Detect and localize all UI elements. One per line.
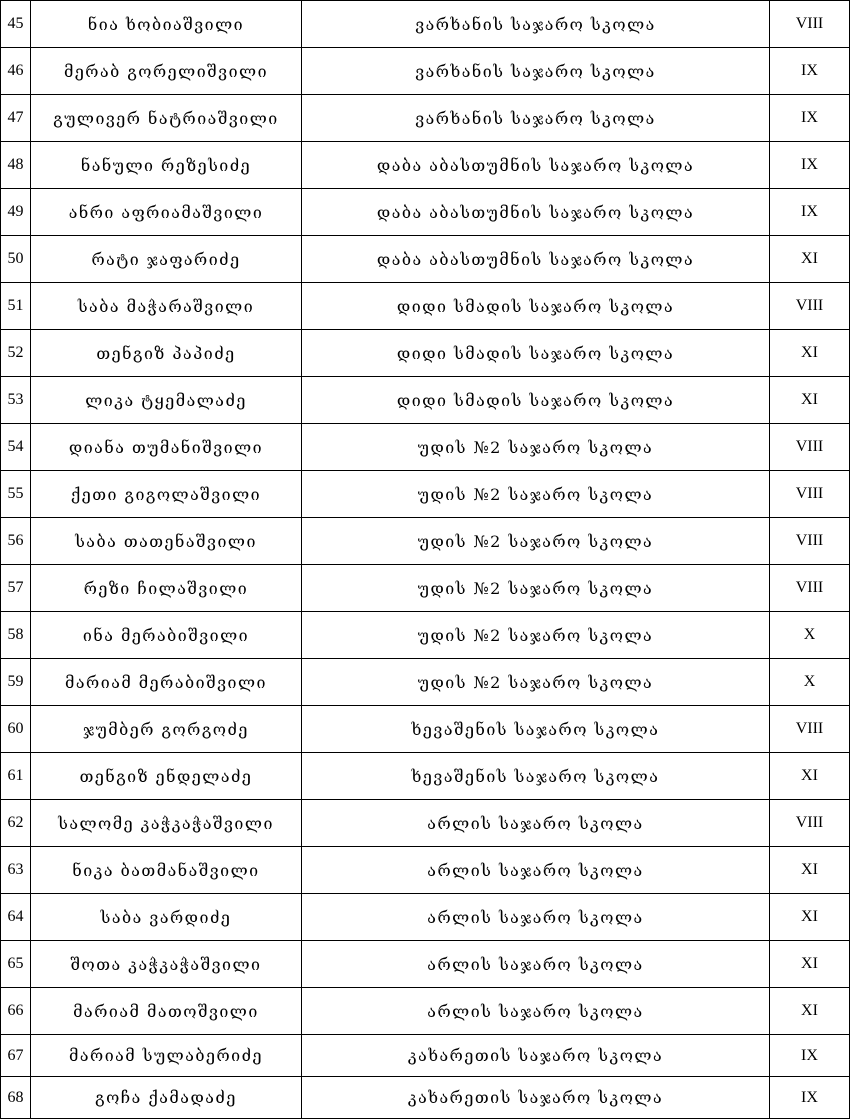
student-name: საბა თათენაშვილი — [31, 518, 302, 565]
school-name: ვარხანის საჯარო სკოლა — [302, 48, 770, 95]
grade-level: XI — [770, 236, 850, 283]
row-number: 52 — [1, 330, 31, 377]
school-name: არლის საჯარო სკოლა — [302, 894, 770, 941]
school-name: უდის №2 საჯარო სკოლა — [302, 659, 770, 706]
grade-level: IX — [770, 189, 850, 236]
student-name: ინა მერაბიშვილი — [31, 612, 302, 659]
row-number: 57 — [1, 565, 31, 612]
table-row — [1, 894, 850, 941]
row-number: 63 — [1, 847, 31, 894]
table-row — [1, 753, 850, 800]
grade-level: X — [770, 659, 850, 706]
student-name: ჯუმბერ გორგოძე — [31, 706, 302, 753]
grade-level: VIII — [770, 283, 850, 330]
row-number: 50 — [1, 236, 31, 283]
table-row — [1, 565, 850, 612]
school-name: ვარხანის საჯარო სკოლა — [302, 95, 770, 142]
school-name: უდის №2 საჯარო სკოლა — [302, 424, 770, 471]
row-number: 53 — [1, 377, 31, 424]
school-name: ხევაშენის საჯარო სკოლა — [302, 706, 770, 753]
school-name: უდის №2 საჯარო სკოლა — [302, 612, 770, 659]
table-row — [1, 659, 850, 706]
student-name: ანრი აფრიამაშვილი — [31, 189, 302, 236]
table-row — [1, 283, 850, 330]
student-name: რეზი ჩილაშვილი — [31, 565, 302, 612]
grade-level: IX — [770, 1077, 850, 1119]
grade-level: VIII — [770, 800, 850, 847]
school-name: უდის №2 საჯარო სკოლა — [302, 518, 770, 565]
table-row — [1, 1077, 850, 1119]
grade-level: XI — [770, 377, 850, 424]
grade-level: IX — [770, 1035, 850, 1077]
grade-level: IX — [770, 95, 850, 142]
grade-level: VIII — [770, 565, 850, 612]
table-row — [1, 706, 850, 753]
school-name: დიდი სმადის საჯარო სკოლა — [302, 283, 770, 330]
grade-level: XI — [770, 894, 850, 941]
school-name: უდის №2 საჯარო სკოლა — [302, 565, 770, 612]
student-name: თენგიზ ენდელაძე — [31, 753, 302, 800]
row-number: 46 — [1, 48, 31, 95]
row-number: 60 — [1, 706, 31, 753]
student-name: ლიკა ტყემალაძე — [31, 377, 302, 424]
grade-level: X — [770, 612, 850, 659]
school-name: არლის საჯარო სკოლა — [302, 941, 770, 988]
row-number: 48 — [1, 142, 31, 189]
row-number: 59 — [1, 659, 31, 706]
student-name: რატი ჯაფარიძე — [31, 236, 302, 283]
row-number: 65 — [1, 941, 31, 988]
school-name: არლის საჯარო სკოლა — [302, 988, 770, 1035]
student-name: შოთა კაჭკაჭაშვილი — [31, 941, 302, 988]
grade-level: XI — [770, 988, 850, 1035]
student-name: მარიამ მათოშვილი — [31, 988, 302, 1035]
table-row — [1, 988, 850, 1035]
table-row — [1, 1, 850, 48]
table-row — [1, 847, 850, 894]
grade-level: VIII — [770, 424, 850, 471]
student-name: ნიკა ბათმანაშვილი — [31, 847, 302, 894]
row-number: 51 — [1, 283, 31, 330]
student-name: თენგიზ პაპიძე — [31, 330, 302, 377]
school-name: კახარეთის საჯარო სკოლა — [302, 1035, 770, 1077]
school-name: დაბა აბასთუმნის საჯარო სკოლა — [302, 236, 770, 283]
table-row — [1, 800, 850, 847]
table-row — [1, 377, 850, 424]
row-number: 66 — [1, 988, 31, 1035]
table-row — [1, 189, 850, 236]
school-name: არლის საჯარო სკოლა — [302, 800, 770, 847]
school-name: დაბა აბასთუმნის საჯარო სკოლა — [302, 189, 770, 236]
school-name: არლის საჯარო სკოლა — [302, 847, 770, 894]
school-name: კახარეთის საჯარო სკოლა — [302, 1077, 770, 1119]
row-number: 45 — [1, 1, 31, 48]
grade-level: VIII — [770, 471, 850, 518]
row-number: 54 — [1, 424, 31, 471]
student-name: გულივერ ნატრიაშვილი — [31, 95, 302, 142]
row-number: 55 — [1, 471, 31, 518]
student-name: დიანა თუმანიშვილი — [31, 424, 302, 471]
student-name: ქეთი გიგოლაშვილი — [31, 471, 302, 518]
row-number: 61 — [1, 753, 31, 800]
grade-level: IX — [770, 48, 850, 95]
table-row — [1, 612, 850, 659]
row-number: 47 — [1, 95, 31, 142]
student-name: გოჩა ქამადაძე — [31, 1077, 302, 1119]
student-name: საბა მაჭარაშვილი — [31, 283, 302, 330]
table-row — [1, 518, 850, 565]
student-name: მარიამ სულაბერიძე — [31, 1035, 302, 1077]
student-name: ნანული რეზესიძე — [31, 142, 302, 189]
school-name: დიდი სმადის საჯარო სკოლა — [302, 330, 770, 377]
school-name: უდის №2 საჯარო სკოლა — [302, 471, 770, 518]
grade-level: XI — [770, 941, 850, 988]
grade-level: VIII — [770, 1, 850, 48]
row-number: 49 — [1, 189, 31, 236]
grade-level: VIII — [770, 706, 850, 753]
grade-level: IX — [770, 142, 850, 189]
student-name: მარიამ მერაბიშვილი — [31, 659, 302, 706]
row-number: 64 — [1, 894, 31, 941]
school-name: დიდი სმადის საჯარო სკოლა — [302, 377, 770, 424]
table-row — [1, 424, 850, 471]
school-name: ხევაშენის საჯარო სკოლა — [302, 753, 770, 800]
school-name: ვარხანის საჯარო სკოლა — [302, 1, 770, 48]
grade-level: VIII — [770, 518, 850, 565]
table-row — [1, 471, 850, 518]
table-row — [1, 1035, 850, 1077]
table-row — [1, 941, 850, 988]
table-row — [1, 142, 850, 189]
school-name: დაბა აბასთუმნის საჯარო სკოლა — [302, 142, 770, 189]
student-name: მერაბ გორელიშვილი — [31, 48, 302, 95]
row-number: 67 — [1, 1035, 31, 1077]
student-name: საბა ვარდიძე — [31, 894, 302, 941]
table-row — [1, 236, 850, 283]
row-number: 62 — [1, 800, 31, 847]
grade-level: XI — [770, 847, 850, 894]
grade-level: XI — [770, 330, 850, 377]
table-row — [1, 330, 850, 377]
student-name: სალომე კაჭკაჭაშვილი — [31, 800, 302, 847]
table-row — [1, 48, 850, 95]
row-number: 68 — [1, 1077, 31, 1119]
table-body — [1, 1, 850, 1119]
row-number: 56 — [1, 518, 31, 565]
grade-level: XI — [770, 753, 850, 800]
student-name: ნია ხობიაშვილი — [31, 1, 302, 48]
table-row — [1, 95, 850, 142]
row-number: 58 — [1, 612, 31, 659]
